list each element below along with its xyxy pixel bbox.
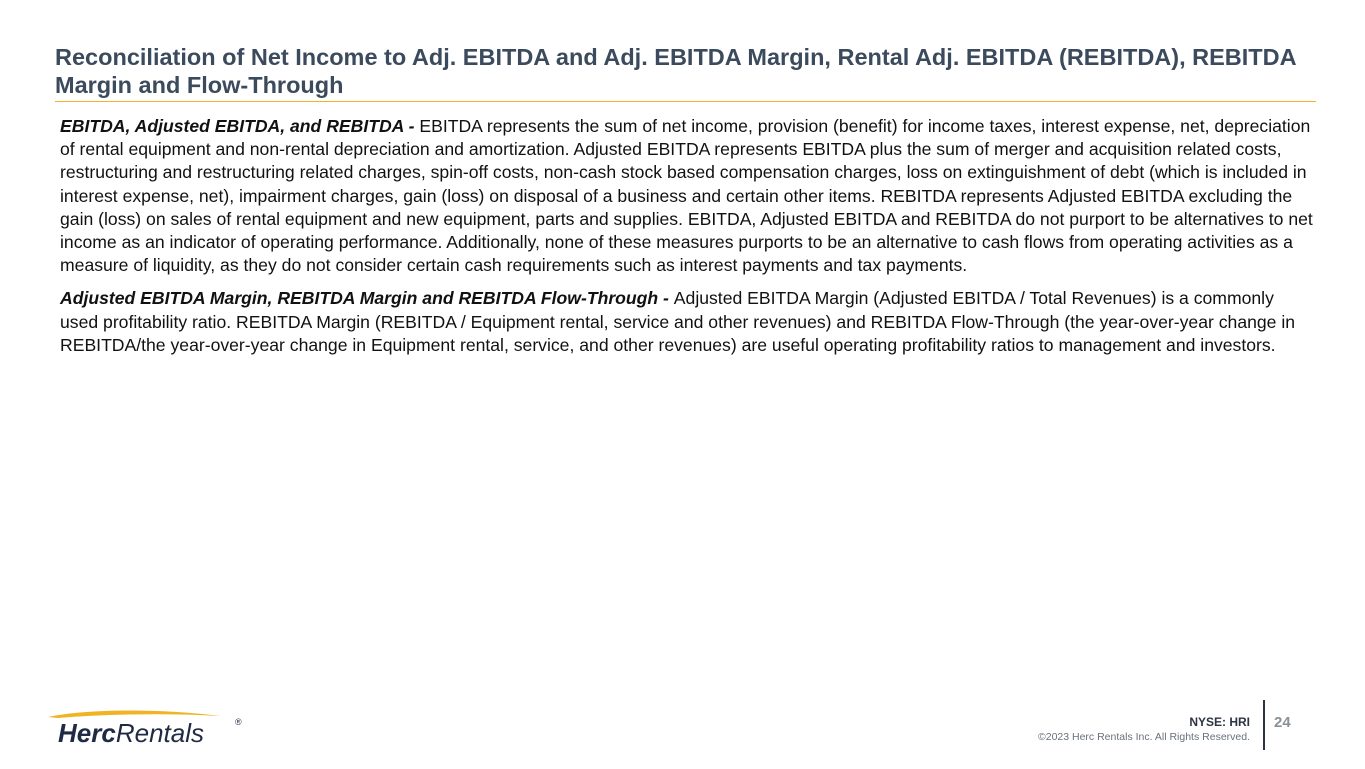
title-divider bbox=[55, 101, 1316, 102]
page-number: 24 bbox=[1274, 714, 1291, 731]
definition-ebitda bbox=[60, 115, 1315, 277]
svg-text:HercRentals bbox=[58, 718, 204, 748]
logo-trademark: ® bbox=[235, 717, 242, 727]
copyright-notice: ©2023 Herc Rentals Inc. All Rights Reserved. bbox=[1038, 731, 1250, 743]
slide-title: Reconciliation of Net Income to Adj. EBITDA and Adj. EBITDA Margin, Rental Adj. EBITDA (REBITDA), REBITDA Margin and Flow-Through bbox=[55, 44, 1296, 98]
definition-ebitda-text: EBITDA represents the sum of net income, provision (benefit) for income taxes, interest expense, net, depreciation of rental equipment and non-rental depreciation and amortization. Adjusted EBITDA represents EBITDA plus the sum of merger and acquisition related costs, restructuring and restructuring related charges, spin-off costs, non-cash stock based compensation charges, loss on extinguishment of debt (which is included in interest expense, net), impairment charges, gain (loss) on disposal of a business and certain other items. REBITDA represents Adjusted EBITDA excluding the gain (loss) on sales of rental equipment and new equipment, parts and supplies. EBITDA, Adjusted EBITDA and REBITDA do not purport to be alternatives to net income as an indicator of operating performance. Additionally, none of these measures purports to be an alternative to cash flows from operating activities as a measure of liquidity, as they do not consider certain cash requirements such as interest payments and tax payments. bbox=[60, 116, 1313, 276]
footer-divider bbox=[1263, 700, 1265, 750]
herc-rentals-logo bbox=[46, 707, 256, 751]
definition-margin-heading: Adjusted EBITDA Margin, REBITDA Margin and REBITDA Flow-Through - bbox=[60, 288, 674, 309]
definitions-body bbox=[60, 115, 1315, 367]
logo-swoosh-icon bbox=[48, 710, 221, 718]
logo-text-herc: Herc bbox=[58, 718, 116, 748]
definition-ebitda-heading: EBITDA, Adjusted EBITDA, and REBITDA - bbox=[60, 116, 420, 136]
stock-ticker: NYSE: HRI bbox=[1189, 715, 1250, 729]
logo-text-rentals: Rentals bbox=[115, 718, 204, 748]
definition-margin-text: Adjusted EBITDA Margin (Adjusted EBITDA / Total Revenues) is a commonly used profitability ratio. REBITDA Margin (REBITDA / Equipment rental, service and other revenues) and REBITDA Flow-Through (the year-over-year change in REBITDA/the year-over-year change in Equipment rental, service, and other revenues) are useful operating profitability ratios to management and investors. bbox=[60, 288, 1296, 355]
definition-margin bbox=[60, 287, 1315, 357]
